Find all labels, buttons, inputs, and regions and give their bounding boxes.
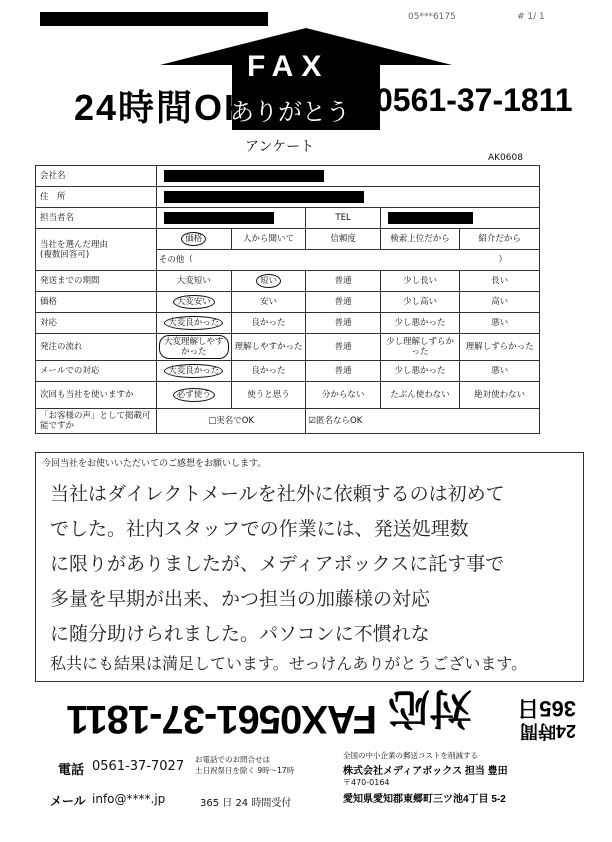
next-opt-4[interactable]: たぶん使わない [380, 382, 460, 409]
reason-other-end: ） [498, 255, 507, 265]
reason-note: (複数回答可) [40, 249, 90, 260]
comment-line-6: 私共にも結果は満足しています。せっけんありがとうございます。 [50, 654, 528, 673]
mail-opt-2[interactable]: 良かった [231, 361, 306, 382]
shipping-opt-1[interactable]: 大変短い [156, 271, 231, 292]
mail-opt-3[interactable]: 普通 [306, 361, 380, 382]
service-label: 対応 [36, 313, 157, 334]
survey-title: アンケート [245, 139, 315, 155]
reason-opt-5[interactable]: 紹介だから [460, 229, 540, 250]
company-address: 愛知県愛知郡東郷町三ツ池4丁目 5-2 [343, 794, 506, 805]
redacted-contact [164, 212, 274, 224]
tel-label: 電話 [58, 762, 85, 777]
flow-opt-3[interactable]: 普通 [306, 334, 380, 361]
service-opt-3[interactable]: 普通 [306, 313, 380, 334]
tel-hours-2: 土日祝祭日を除く 9時～17時 [195, 766, 295, 775]
mail-label: メールでの対応 [36, 361, 157, 382]
shipping-opt-3[interactable]: 普通 [306, 271, 380, 292]
comment-line-5: に随分助けられました。パソコンに不慣れな [50, 623, 430, 645]
hours-label: 24時間OK [74, 87, 253, 128]
flow-opt-5[interactable]: 理解しずらかった [460, 334, 540, 361]
address-label: 住 所 [36, 187, 157, 208]
flow-label: 発注の流れ [36, 334, 157, 361]
service-opt-4[interactable]: 少し悪かった [380, 313, 460, 334]
next-opt-5[interactable]: 絶対使わない [460, 382, 540, 409]
price-opt-1[interactable]: 大変安い [173, 295, 215, 309]
postal-code: 〒470-0164 [343, 778, 390, 787]
flow-opt-4[interactable]: 少し理解しずらかった [380, 334, 460, 361]
voice-opt-2[interactable]: ☑匿名ならOK [306, 409, 540, 434]
fax-number: 0561-37-1811 [375, 82, 573, 118]
banner-fax: FAX0561-37-1811 [67, 697, 377, 741]
thanks-label: ありがとう [230, 99, 350, 126]
banner-hours: 24時間 [519, 721, 576, 741]
comment-box [35, 452, 584, 682]
contact-label: 担当者名 [36, 208, 157, 229]
next-label: 次回も当社を使いますか [36, 382, 157, 409]
comment-line-3: に限りがありましたが、メディアボックスに託す事で [50, 553, 505, 575]
next-opt-3[interactable]: 分からない [306, 382, 380, 409]
banner-action: 対応 [387, 685, 472, 732]
shipping-opt-2[interactable]: 短い [256, 274, 281, 288]
comment-line-2: でした。社内スタッフでの作業には、発送処理数 [50, 518, 469, 540]
service-opt-5[interactable]: 悪い [460, 313, 540, 334]
shipping-label: 発送までの期間 [36, 271, 157, 292]
fax-label: FAX [247, 50, 330, 83]
mail-value: info@****.jp [92, 792, 166, 806]
company-name: 株式会社メディアボックス 担当 豊田 [343, 766, 508, 777]
price-opt-2[interactable]: 安い [231, 292, 306, 313]
service-opt-2[interactable]: 良かった [231, 313, 306, 334]
mail-opt-1[interactable]: 大変良かった [164, 364, 223, 378]
reason-opt-4[interactable]: 検索上位だから [380, 229, 460, 250]
service-opt-1[interactable]: 大変良かった [164, 316, 223, 330]
page-indicator: # 1/ 1 [517, 12, 545, 22]
price-opt-3[interactable]: 普通 [306, 292, 380, 313]
price-opt-4[interactable]: 少し高い [380, 292, 460, 313]
mail-opt-4[interactable]: 少し悪かった [380, 361, 460, 382]
fax-banner [35, 683, 582, 745]
company-label: 会社名 [36, 166, 157, 187]
survey-table [35, 165, 540, 434]
redacted-address [164, 191, 364, 203]
fax-number-top: 05***6175 [408, 12, 456, 22]
voice-opt-1[interactable]: □実名でOK [156, 409, 306, 434]
company-tagline: 全国の中小企業の郵送コストを削減する [343, 751, 478, 760]
reason-opt-2[interactable]: 人から聞いて [231, 229, 306, 250]
price-label: 価格 [36, 292, 157, 313]
shipping-opt-4[interactable]: 少し長い [380, 271, 460, 292]
mail-label: メール [50, 794, 86, 808]
survey-code: AK0608 [488, 153, 523, 163]
comment-line-1: 当社はダイレクトメールを社外に依頼するのは初めて [50, 483, 505, 505]
comment-prompt: 今回当社をお使いいただいてのご感想をお願いします。 [42, 459, 267, 469]
redacted-company [164, 170, 324, 182]
next-opt-2[interactable]: 使うと思う [231, 382, 306, 409]
redacted-tel [388, 212, 473, 224]
flow-opt-2[interactable]: 理解しやすかった [231, 334, 306, 361]
mail-opt-5[interactable]: 悪い [460, 361, 540, 382]
tel-value: 0561-37-7027 [92, 759, 185, 774]
reason-opt-3[interactable]: 信頼度 [306, 229, 380, 250]
tel-hours-1: お電話でのお問合せは [195, 755, 270, 764]
flow-opt-1[interactable]: 大変理解しやすかった [159, 335, 229, 359]
next-opt-1[interactable]: 必ず使う [173, 388, 215, 402]
shipping-opt-5[interactable]: 長い [460, 271, 540, 292]
voice-label: 「お客様の声」として掲載可能ですか [36, 409, 157, 434]
reason-label: 当社を選んだ理由 [40, 239, 109, 250]
reason-other[interactable]: その他（ [158, 255, 193, 265]
price-opt-5[interactable]: 高い [460, 292, 540, 313]
reason-opt-1[interactable]: 価格 [181, 232, 206, 246]
mail-hours: 365 日 24 時間受付 [200, 798, 292, 809]
banner-days: 365日 [517, 696, 576, 721]
tel-label: TEL [306, 208, 380, 229]
comment-line-4: 多量を早期が出来、かつ担当の加藤様の対応 [50, 588, 431, 610]
